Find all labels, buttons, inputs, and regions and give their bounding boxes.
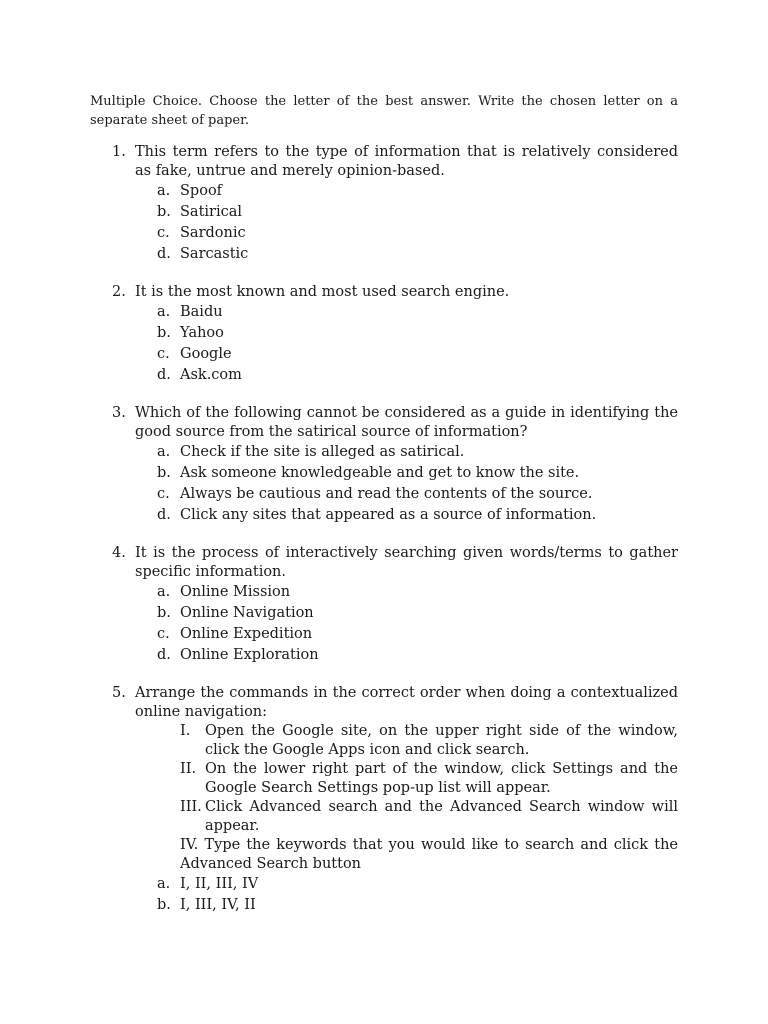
option-text: I, II, III, IV bbox=[180, 876, 259, 892]
question-number: 2. bbox=[112, 284, 126, 300]
options-list bbox=[90, 302, 678, 386]
option-text: Online Mission bbox=[180, 584, 291, 600]
option-a bbox=[90, 442, 678, 463]
option-text: Always be cautious and read the contents of the source. bbox=[180, 486, 593, 502]
option-c bbox=[90, 223, 678, 244]
option-b bbox=[90, 895, 678, 916]
question-number: 1. bbox=[112, 144, 126, 160]
option-text: Spoof bbox=[180, 183, 223, 199]
question-text: Arrange the commands in the correct order when doing a contextualized online navigation: bbox=[135, 685, 678, 720]
option-letter: c. bbox=[157, 626, 170, 642]
command-text: On the lower right part of the window, click Settings and the Google Search Settings pop-up list will appear. bbox=[205, 761, 678, 796]
question-number: 3. bbox=[112, 405, 126, 421]
option-d bbox=[90, 645, 678, 666]
question-4 bbox=[90, 544, 678, 666]
option-text: Online Expedition bbox=[180, 626, 313, 642]
question-2 bbox=[90, 283, 678, 386]
option-letter: b. bbox=[157, 605, 171, 621]
option-text: Google bbox=[180, 346, 232, 362]
option-b bbox=[90, 463, 678, 484]
question-1 bbox=[90, 143, 678, 265]
question-text: Which of the following cannot be considered as a guide in identifying the good source from the satirical source of information? bbox=[135, 405, 678, 440]
option-letter: a. bbox=[157, 444, 171, 460]
command-numeral: III. bbox=[180, 799, 202, 815]
commands-list bbox=[90, 722, 678, 874]
option-d bbox=[90, 365, 678, 386]
option-letter: b. bbox=[157, 325, 171, 341]
option-text: Satirical bbox=[180, 204, 243, 220]
option-text: Online Exploration bbox=[180, 647, 319, 663]
command-body: Type the keywords that you would like to search and click the Advanced Search button bbox=[180, 837, 678, 872]
question-number: 5. bbox=[112, 685, 126, 701]
command-text: Open the Google site, on the upper right side of the window, click the Google Apps icon and click search. bbox=[205, 723, 678, 758]
option-d bbox=[90, 505, 678, 526]
option-a bbox=[90, 582, 678, 603]
option-text: Sardonic bbox=[180, 225, 246, 241]
option-letter: d. bbox=[157, 367, 171, 383]
command-iv bbox=[90, 836, 678, 874]
option-text: Sarcastic bbox=[180, 246, 249, 262]
option-text: Online Navigation bbox=[180, 605, 314, 621]
option-letter: a. bbox=[157, 304, 171, 320]
command-numeral: I. bbox=[180, 723, 191, 739]
command-iii bbox=[90, 798, 678, 836]
option-c bbox=[90, 484, 678, 505]
instructions: Multiple Choice. Choose the letter of the best answer. Write the chosen letter on a separate sheet of paper. bbox=[90, 94, 678, 128]
option-a bbox=[90, 181, 678, 202]
question-number: 4. bbox=[112, 545, 126, 561]
command-text: Click Advanced search and the Advanced Search window will appear. bbox=[205, 799, 678, 834]
option-b bbox=[90, 202, 678, 223]
command-numeral: IV. bbox=[180, 837, 199, 853]
option-text: Ask.com bbox=[180, 367, 242, 383]
option-b bbox=[90, 603, 678, 624]
question-3 bbox=[90, 404, 678, 526]
option-text: Ask someone knowledgeable and get to know the site. bbox=[180, 465, 580, 481]
options-list bbox=[90, 181, 678, 265]
option-a bbox=[90, 874, 678, 895]
option-text: I, III, IV, II bbox=[180, 897, 256, 913]
option-text: Baidu bbox=[180, 304, 223, 320]
option-text: Click any sites that appeared as a source of information. bbox=[180, 507, 597, 523]
option-b bbox=[90, 323, 678, 344]
option-letter: a. bbox=[157, 183, 171, 199]
question-text: It is the most known and most used search engine. bbox=[135, 284, 510, 300]
command-i bbox=[90, 722, 678, 760]
options-list bbox=[90, 582, 678, 666]
question-5 bbox=[90, 684, 678, 916]
option-d bbox=[90, 244, 678, 265]
question-text: It is the process of interactively searching given words/terms to gather specific information. bbox=[135, 545, 678, 580]
option-letter: d. bbox=[157, 246, 171, 262]
option-letter: d. bbox=[157, 647, 171, 663]
option-text: Yahoo bbox=[180, 325, 224, 341]
option-a bbox=[90, 302, 678, 323]
option-letter: d. bbox=[157, 507, 171, 523]
option-letter: a. bbox=[157, 876, 171, 892]
worksheet-page bbox=[90, 92, 678, 934]
option-letter: b. bbox=[157, 897, 171, 913]
option-letter: c. bbox=[157, 486, 170, 502]
option-c bbox=[90, 624, 678, 645]
option-letter: b. bbox=[157, 204, 171, 220]
options-list bbox=[90, 874, 678, 916]
option-letter: a. bbox=[157, 584, 171, 600]
option-text: Check if the site is alleged as satirical. bbox=[180, 444, 465, 460]
question-text: This term refers to the type of information that is relatively considered as fake, untrue and merely opinion-based. bbox=[135, 144, 678, 179]
options-list bbox=[90, 442, 678, 526]
option-letter: c. bbox=[157, 225, 170, 241]
command-ii bbox=[90, 760, 678, 798]
command-numeral: II. bbox=[180, 761, 197, 777]
command-text bbox=[180, 836, 678, 874]
option-letter: c. bbox=[157, 346, 170, 362]
option-c bbox=[90, 344, 678, 365]
option-letter: b. bbox=[157, 465, 171, 481]
